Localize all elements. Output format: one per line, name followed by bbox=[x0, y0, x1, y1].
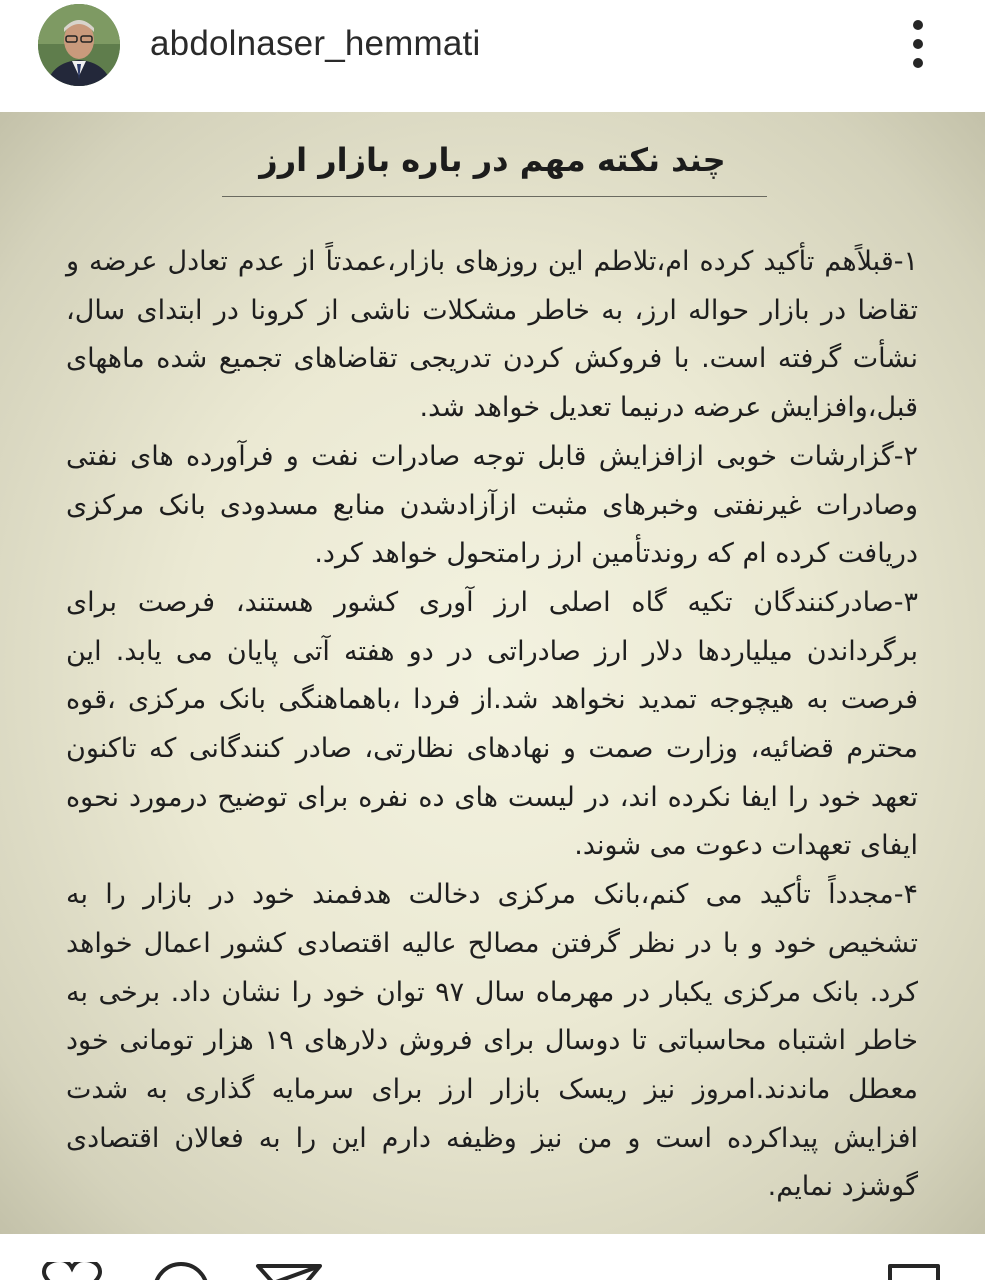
point-1: ۱-قبلاًهم تأکید کرده ام،تلاطم این روزهای بازار،عمدتاً از عدم تعادل عرضه و تقاضا در بازار حواله ارز، به خاطر مشکلات ناشی از کرونا در ابتدای سال، نشأت گرفته است. با فروکش کردن تدریجی تقاضاهای تجمیع شده ماههای قبل،وافزایش عرضه درنیما تعدیل خواهد شد. bbox=[66, 246, 918, 424]
title-underline bbox=[222, 196, 767, 197]
heart-icon[interactable] bbox=[38, 1262, 106, 1280]
bookmark-icon[interactable] bbox=[886, 1262, 942, 1280]
profile-photo bbox=[38, 4, 120, 86]
point-4: ۴-مجدداً تأکید می کنم،بانک مرکزی دخالت هدفمند خود در بازار را به تشخیص خود و با در نظر گرفتن مصالح عالیه اقتصادی کشور اعمال خواهد کرد. بانک مرکزی یکبار در مهرماه سال ۹۷ توان خود را نشان داد. برخی به خاطر اشتباه محاسباتی تا دوسال برای فروش دلارهای ۱۹ هزار تومانی خود معطل ماندند.امروز نیز ریسک بازار ارز برای سرمایه گذاری به شدت افزایش پیداکرده است و من نیز وظیفه دارم این را به فعالان اقتصادی گوشزد نمایم. bbox=[66, 879, 918, 1203]
username[interactable]: abdolnaser_hemmati bbox=[150, 24, 481, 63]
more-vertical-icon[interactable] bbox=[900, 18, 936, 70]
action-bar bbox=[0, 1234, 985, 1280]
post-title: چند نکته مهم در باره بازار ارز bbox=[259, 141, 726, 179]
post-image[interactable] bbox=[0, 112, 985, 1234]
comment-icon[interactable] bbox=[150, 1262, 212, 1280]
post-body bbox=[66, 238, 918, 1212]
point-3: ۳-صادرکنندگان تکیه گاه اصلی ارز آوری کشور هستند، فرصت برای برگرداندن میلیاردها دلار ارز صادراتی در دو هفته آتی پایان می یابد. این فرصت به هیچوجه تمدید نخواهد شد.از فردا ،باهماهنگی بانک مرکزی ،قوه محترم قضائیه، وزارت صمت و نهادهای نظارتی، صادر کنندگانی که تاکنون تعهد خود را ایفا نکرده اند، در لیست های ده نفره برای توضیح درمورد نحوه ایفای تعهدات دعوت می شوند. bbox=[66, 586, 918, 862]
share-icon[interactable] bbox=[254, 1262, 324, 1280]
point-2: ۲-گزارشات خوبی ازافزایش قابل توجه صادرات نفت و فرآورده های نفتی وصادرات غیرنفتی وخبرهای مثبت ازآزادشدن منابع مسدودی بانک مرکزی دریافت کرده ام که روندتأمین ارز رامتحول خواهد کرد. bbox=[66, 440, 918, 570]
post-header bbox=[0, 0, 985, 112]
avatar[interactable] bbox=[38, 4, 120, 86]
